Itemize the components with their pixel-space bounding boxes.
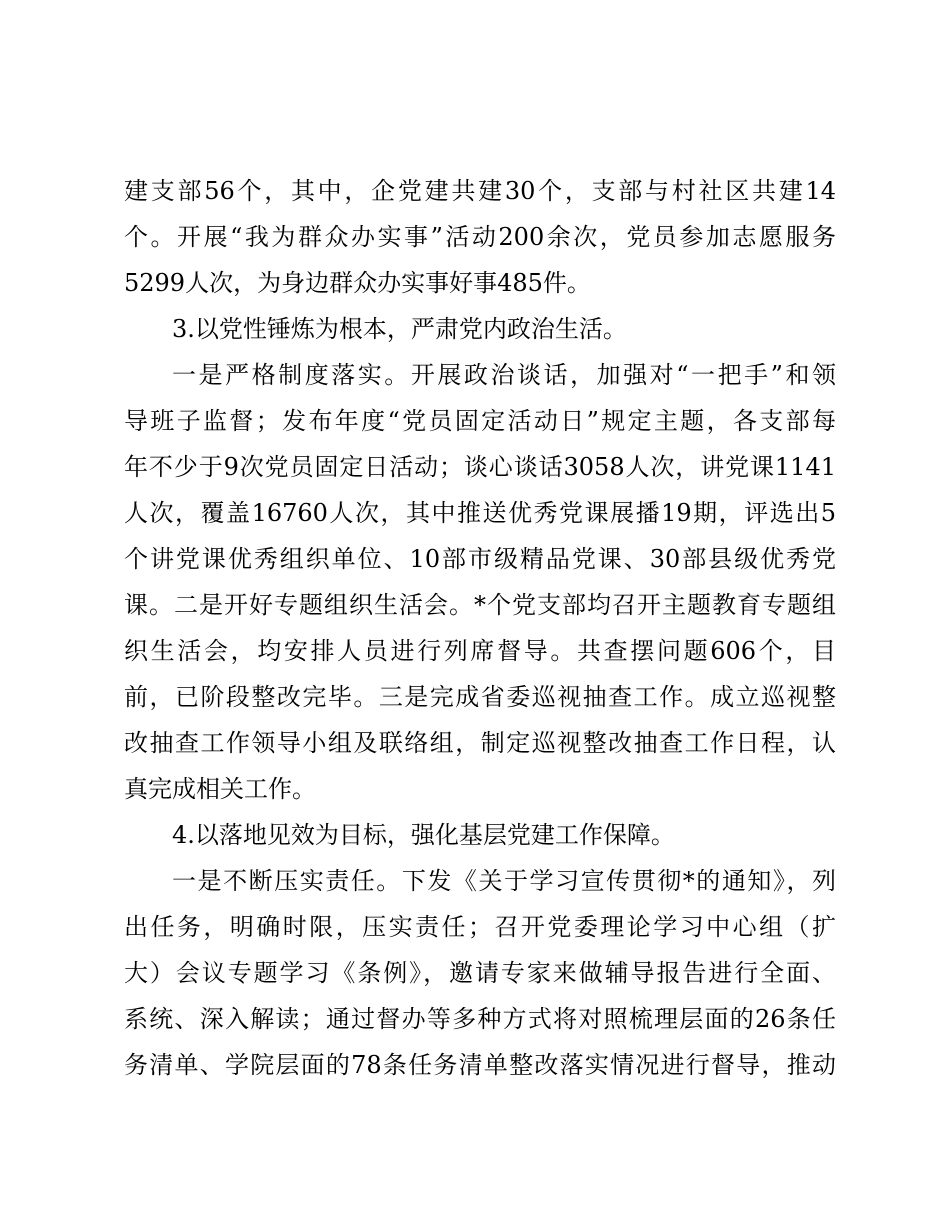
text-line: 真完成相关工作。: [124, 775, 316, 803]
text-line: 改抽查工作领导小组及联络组，制定巡视整改抽查工作日程，认: [124, 729, 836, 757]
section-heading: 4.以落地见效为目标，强化基层党建工作保障。: [172, 821, 675, 849]
section-heading: 3.以党性锤炼为根本，严肃党内政治生活。: [172, 315, 627, 343]
paragraph-first-line: 一是不断压实责任。下发《关于学习宣传贯彻*的通知》，列: [172, 867, 836, 895]
text-line: 务清单、学院层面的78条任务清单整改落实情况进行督导，推动: [124, 1051, 836, 1079]
text-line: 人次，覆盖16760人次，其中推送优秀党课展播19期，评选出5: [124, 499, 836, 527]
document-body: [124, 168, 836, 1088]
text-line: 出任务，明确时限，压实责任；召开党委理论学习中心组（扩: [124, 913, 836, 941]
text-line: 建支部56个，其中，企党建共建30个，支部与村社区共建14: [124, 177, 836, 205]
text-line: 导班子监督；发布年度“党员固定活动日”规定主题，各支部每: [124, 407, 836, 435]
text-line: 大）会议专题学习《条例》，邀请专家来做辅导报告进行全面、: [124, 959, 836, 987]
text-line: 前，已阶段整改完毕。三是完成省委巡视抽查工作。成立巡视整: [124, 683, 836, 711]
text-line: 年不少于9次党员固定日活动；谈心谈话3058人次，讲党课1141: [124, 453, 836, 481]
text-line: 织生活会，均安排人员进行列席督导。共查摆问题606个，目: [124, 637, 836, 665]
text-line: 个讲党课优秀组织单位、10部市级精品党课、30部县级优秀党: [124, 545, 836, 573]
text-line: 5299人次，为身边群众办实事好事485件。: [124, 269, 591, 297]
text-line: 系统、深入解读；通过督办等多种方式将对照梳理层面的26条任: [124, 1005, 836, 1033]
text-line: 个。开展“我为群众办实事”活动200余次，党员参加志愿服务: [124, 223, 836, 251]
paragraph-first-line: 一是严格制度落实。开展政治谈话，加强对“一把手”和领: [172, 361, 836, 389]
text-line: 课。二是开好专题组织生活会。*个党支部均召开主题教育专题组: [124, 591, 836, 619]
